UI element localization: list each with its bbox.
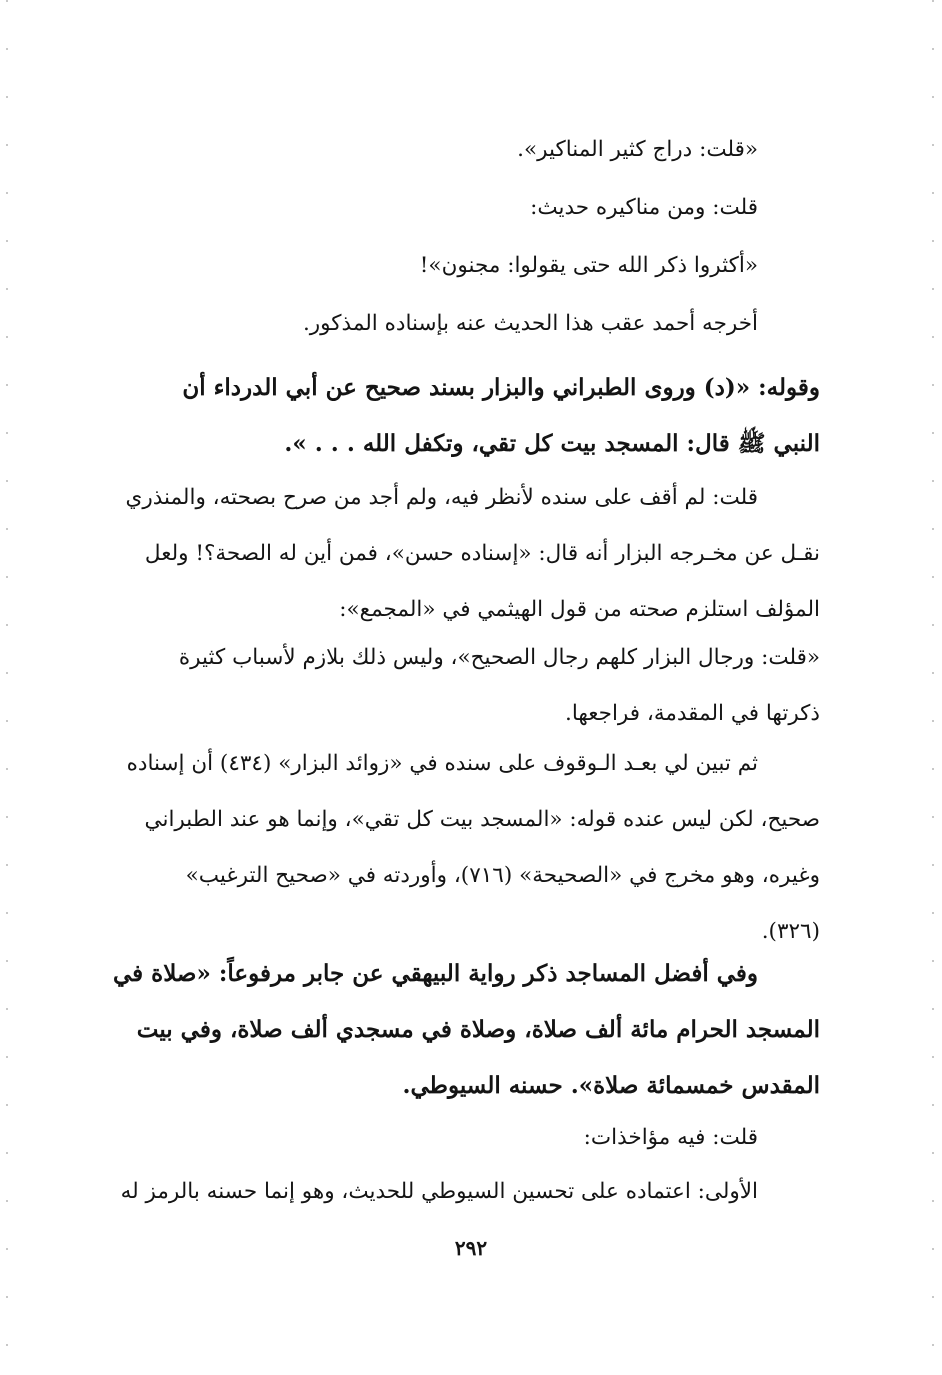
text-line: وقوله: «(د) وروى الطبراني والبزار بسند صحيح عن أبي الدرداء أن — [182, 374, 820, 401]
text-line: المؤلف استلزم صحته من قول الهيثمي في «المجمع»: — [339, 597, 820, 622]
text-line: صحيح، لكن ليس عنده قوله: «المسجد بيت كل تقي»، وإنما هو عند الطبراني — [144, 807, 820, 832]
paragraph-haythami-quote — [78, 630, 820, 742]
text-line: المقدس خمسمائة صلاة». حسنه السيوطي. — [402, 1072, 820, 1099]
text-line: الأولى: اعتماده على تحسين السيوطي للحديث، وهو إنما حسنه بالرمز له — [120, 1179, 758, 1204]
paragraph-objections-intro — [78, 1110, 820, 1166]
text-line: ذكرتها في المقدمة، فراجعها. — [565, 701, 820, 726]
text-line: المسجد الحرام مائة ألف صلاة، وصلاة في مسجدي ألف صلاة، وفي بيت — [136, 1016, 820, 1043]
paragraph-hadith-quote — [78, 238, 820, 294]
paragraph-quote-daraj — [78, 122, 820, 178]
text-line: «أكثروا ذكر الله حتى يقولوا: مجنون»! — [419, 253, 758, 278]
text-line: وغيره، وهو مخرج في «الصحيحة» (٧١٦)، وأوردته في «صحيح الترغيب» — [185, 863, 820, 888]
text-line: قلت: لم أقف على سنده لأنظر فيه، ولم أجد من صرح بصحته، والمنذري — [125, 485, 758, 510]
scan-edge-artifact-right — [932, 0, 934, 1375]
page-number: ٢٩٢ — [454, 1236, 488, 1260]
text-line: قلت: ومن مناكيره حديث: — [530, 195, 758, 220]
paragraph-first-objection — [78, 1164, 820, 1220]
paragraph-author-statement-bold — [78, 360, 820, 472]
text-line: وفي أفضل المساجد ذكر رواية البيهقي عن جابر مرفوعاً: «صلاة في — [112, 960, 758, 987]
text-line: (٣٢٦). — [761, 919, 820, 944]
paragraph-best-mosques-bold — [78, 946, 820, 1114]
text-line: ثم تبين لي بعـد الـوقوف على سنده في «زوائد البزار» (٤٣٤) أن إسناده — [126, 751, 758, 776]
text-line: قلت: فيه مؤاخذات: — [583, 1125, 758, 1150]
text-line: «قلت: دراج كثير المناكير». — [517, 137, 758, 162]
paragraph-ahmad-takhrij — [78, 296, 820, 352]
paragraph-sanad-commentary — [78, 470, 820, 638]
text-line: نقـل عن مخـرجه البزار أنه قال: «إسناده حسن»، فمن أين له الصحة؟! ولعل — [144, 541, 820, 566]
paragraph-zawaid-albazzar — [78, 736, 820, 960]
text-line: «قلت: ورجال البزار كلهم رجال الصحيح»، وليس ذلك بلازم لأسباب كثيرة — [178, 645, 820, 670]
scan-edge-artifact-left — [6, 0, 8, 1375]
text-line: النبي ﷺ قال: المسجد بيت كل تقي، وتكفل الله . . . ». — [284, 430, 820, 457]
paragraph-manakir-hadith — [78, 180, 820, 236]
text-line: أخرجه أحمد عقب هذا الحديث عنه بإسناده المذكور. — [302, 311, 758, 336]
